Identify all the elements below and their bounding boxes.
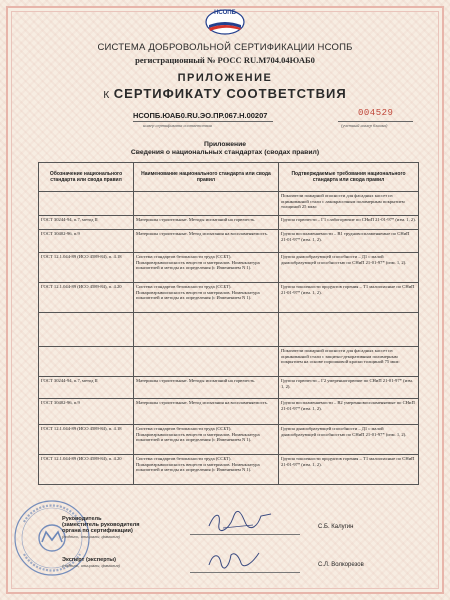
table-row — [39, 455, 419, 485]
certificate-title: СЕРТИФИКАТУ СООТВЕТСТВИЯ — [113, 86, 347, 101]
table-cell: Система стандартов безопасности труда (ССБТ). Пожаровзрывоопасность веществ и материалов. Номенклатура показателей и методы их определения (с Изменением N 1). — [134, 425, 279, 455]
table-row — [39, 425, 419, 455]
head-signature-icon — [205, 508, 275, 534]
column-header-requirements: Подтверждаемые требования национального стандарта или свода правил — [279, 163, 419, 192]
table-cell — [279, 313, 419, 347]
certificate-number: НСОПБ.ЮАБ0.RU.ЭО.ПР.067.Н.00207 — [133, 111, 268, 120]
expert-signature-label — [62, 557, 120, 569]
annex-heading — [0, 141, 450, 157]
system-title: СИСТЕМА ДОБРОВОЛЬНОЙ СЕРТИФИКАЦИИ НСОПБ — [97, 42, 353, 53]
standards-table — [38, 162, 419, 485]
table-row — [39, 347, 419, 377]
table-cell: Группа горючести – Г1 слабогорючие по СНиП 21-01-97* (изм. 1, 2). — [279, 216, 419, 230]
expert-label: Эксперт (эксперты) — [62, 557, 116, 563]
table-row — [39, 253, 419, 283]
head-label-line-3: органа по сертификации) — [62, 528, 133, 534]
table-row — [39, 192, 419, 216]
certificate-prefix: К — [103, 90, 110, 101]
table-cell: Показатели пожарной опасности для фасадных кассет из оцинкованной стали с защитно-декоративным полимерным покрытием на основе порошковой краски толщиной 75 мкм: — [279, 347, 419, 377]
head-signature-rule — [190, 534, 300, 535]
serial-underline — [338, 121, 413, 122]
table-row — [39, 283, 419, 313]
table-cell: Группа воспламеняемости – В1 трудновоспламеняемые по СНиП 21-01-97* (изм. 1, 2). — [279, 230, 419, 253]
table-cell: ГОСТ 30244-94, п.7, метод II — [39, 377, 134, 399]
table-cell: ГОСТ 12.1.044-89 (ИСО 4589-84), п. 4.20 — [39, 283, 134, 313]
certificate-number-line — [133, 108, 418, 133]
table-cell: Группа токсичности продуктов горения – Т1 малоопасные по СНиП 21-01-97* (изм. 1, 2). — [279, 455, 419, 485]
blank-serial-number: 004529 — [358, 108, 394, 118]
table-cell: Материалы строительные. Методы испытаний на горючесть. — [134, 216, 279, 230]
expert-signature-icon — [205, 547, 265, 571]
logo-text: НСОПБ — [214, 10, 236, 16]
table-row — [39, 399, 419, 425]
table-cell: ГОСТ 30402-96, п.9 — [39, 399, 134, 425]
table-cell: Система стандартов безопасности труда (ССБТ). Пожаровзрывоопасность веществ и материалов. Номенклатура показателей и методы их определения (с Изменением N 1). — [134, 283, 279, 313]
column-header-designation: Обозначение национального стандарта или свода правил — [39, 163, 134, 192]
expert-signature-caption: (подпись, инициалы, фамилия) — [62, 563, 120, 568]
table-cell: Группа токсичности продуктов горения – Т1 малоопасные по СНиП 21-01-97* (изм. 1, 2). — [279, 283, 419, 313]
head-name: С.Б. Калугин — [318, 524, 354, 530]
head-signature-label — [62, 516, 140, 540]
table-cell — [39, 313, 134, 347]
table-cell — [39, 347, 134, 377]
table-cell: ГОСТ 30244-94, п.7, метод II — [39, 216, 134, 230]
appendix-heading: ПРИЛОЖЕНИЕ — [177, 72, 273, 84]
table-cell — [134, 313, 279, 347]
expert-signature-rule — [190, 572, 300, 573]
number-underline — [133, 121, 273, 122]
table-cell: ГОСТ 30402-96, п.9 — [39, 230, 134, 253]
table-cell: Группа воспламеняемости – В2 умеренновоспламеняемые по СНиП 21-01-97* (изм. 1, 2). — [279, 399, 419, 425]
number-caption: номер сертификата соответствия — [143, 123, 212, 128]
table-cell — [134, 347, 279, 377]
annex-subtitle: Сведения о национальных стандартах (сводах правил) — [130, 149, 320, 156]
table-cell: ГОСТ 12.1.044-89 (ИСО 4589-84), п. 4.18 — [39, 425, 134, 455]
table-cell: Система стандартов безопасности труда (ССБТ). Пожаровзрывоопасность веществ и материалов. Номенклатура показателей и методы их определения (с Изменением N 1). — [134, 253, 279, 283]
table-header-row — [39, 163, 419, 192]
table-cell: Материалы строительные. Метод испытания на воспламеняемость. — [134, 399, 279, 425]
table-row — [39, 216, 419, 230]
column-header-name: Наименование национального стандарта или свода правил — [134, 163, 279, 192]
table-cell — [39, 192, 134, 216]
table-cell: Группа дымообразующей способности – Д1 с малой дымообразующей способностью по СНиП 21-01-97* (изм. 1, 2). — [279, 425, 419, 455]
table-cell: Материалы строительные. Методы испытаний на горючесть. — [134, 377, 279, 399]
head-label-line-1: Руководитель — [62, 516, 102, 522]
head-label-line-2: (заместитель руководителя — [62, 522, 140, 528]
expert-name: С.Л. Волкорезов — [318, 562, 364, 568]
table-cell: Показатели пожарной опасности для фасадных кассет из оцинкованной стали с лакокрасочным полимерным покрытием толщиной 25 мкм: — [279, 192, 419, 216]
table-cell — [134, 192, 279, 216]
head-signature-caption: (подпись, инициалы, фамилия) — [62, 534, 120, 539]
table-cell: ГОСТ 12.1.044-89 (ИСО 4589-84), п. 4.18 — [39, 253, 134, 283]
table-cell: Группа горючести – Г2 умеренногорючие по СНиП 21-01-97* (изм. 1, 2). — [279, 377, 419, 399]
table-row — [39, 377, 419, 399]
table-cell: ГОСТ 12.1.044-89 (ИСО 4589-84), п. 4.20 — [39, 455, 134, 485]
table-row — [39, 230, 419, 253]
table-row — [39, 313, 419, 347]
table-cell: Группа дымообразующей способности – Д1 с малой дымообразующей способностью по СНиП 21-01-97* (изм. 1, 2). — [279, 253, 419, 283]
certificate-heading — [0, 86, 450, 101]
serial-caption: (учетный номер бланка) — [341, 123, 388, 128]
table-cell: Материалы строительные. Метод испытания на воспламеняемость. — [134, 230, 279, 253]
annex-title: Приложение — [203, 141, 247, 148]
table-cell: Система стандартов безопасности труда (ССБТ). Пожаровзрывоопасность веществ и материалов. Номенклатура показателей и методы их определения (с Изменением N 1). — [134, 455, 279, 485]
registration-line: регистрационный № РОСС RU.М704.04ЮАБ0 — [135, 55, 315, 65]
